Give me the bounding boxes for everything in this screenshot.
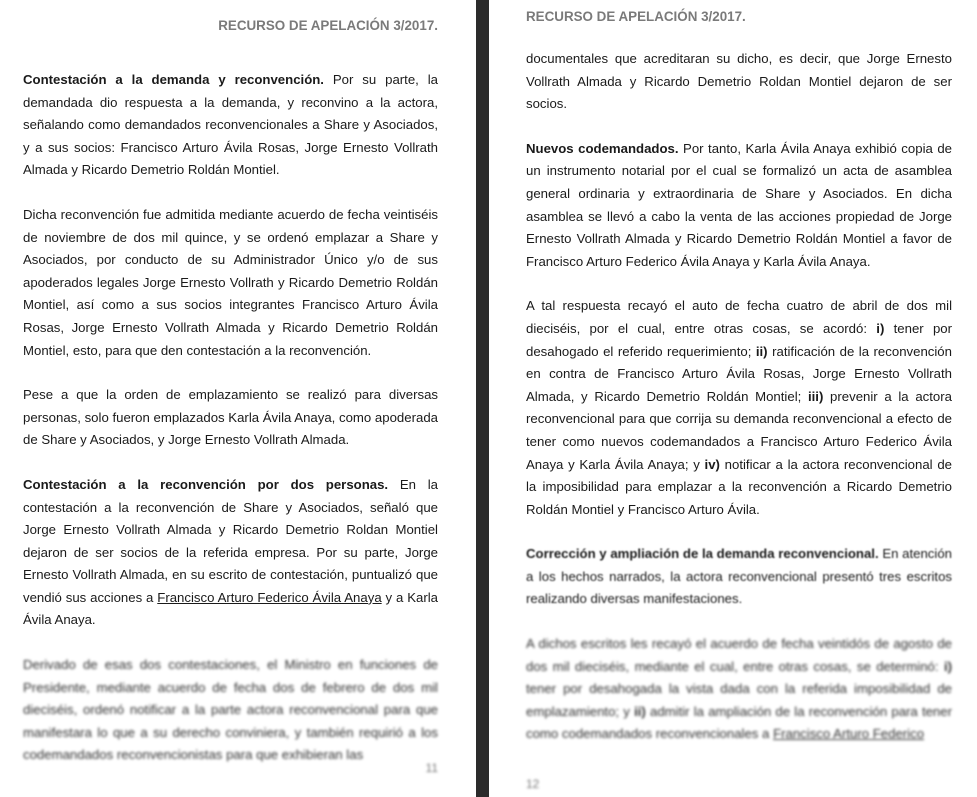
list-marker: i) xyxy=(943,658,952,674)
paragraph-emplazamiento: Pese a que la orden de emplazamiento se realizó para diversas personas, solo fueron emplazados Karla Ávila Anaya, como apoderada de Share y Asociados, y Jorge Ernesto Vollrath Almada. xyxy=(23,387,438,448)
paragraph-text: Por tanto, Karla Ávila Anaya exhibió copia de un instrumento notarial por el cual se formalizó un acta de asamblea general ordinaria y extraordinaria de Share y Asociados. En dicha asamblea se llevó a cabo la venta de las acciones propiedad de Jorge Ernesto Vollrath Almada y Ricardo Demetrio Roldán Montiel a favor de Francisco Arturo Federico Ávila Anaya y Karla Ávila Anaya. xyxy=(526,140,952,269)
list-marker: ii) xyxy=(634,703,646,719)
paragraph-contestacion xyxy=(23,69,438,182)
paragraph-text-end: y a Karla Ávila Anaya. xyxy=(23,589,438,628)
paragraph-documentales: documentales que acreditaran su dicho, es decir, que Jorge Ernesto Vollrath Almada y Ricardo Demetrio Roldan Montiel dejaron de ser socios. xyxy=(526,51,952,112)
text-segment: ratificación de la reconvención en contra de Francisco Arturo Ávila Rosas, Jorge Ernesto Vollrath Almada, y Ricardo Demetrio Roldán Montiel; xyxy=(526,343,952,404)
running-head: RECURSO DE APELACIÓN 3/2017. xyxy=(218,18,438,33)
list-marker: i) xyxy=(876,320,885,336)
text-segment: A tal respuesta recayó el auto de fecha cuatro de abril de dos mil dieciséis, por el cual, entre otras cosas, se acordó: xyxy=(526,298,952,336)
paragraph-reconvencion-admitida: Dicha reconvención fue admitida mediante acuerdo de fecha veintiséis de noviembre de dos mil quince, y se ordenó emplazar a Share y Asociados, por conducto de su Administrador Único y/o de sus apoderados legales Jorge Ernesto Vollrath y Ricardo Demetrio Roldán Montiel, así como a sus socios integrantes Francisco Arturo Ávila Rosas, Jorge Ernesto Vollrath Almada y Ricardo Demetrio Roldán Montiel, esto, para que den contestación a la reconvención. xyxy=(23,206,438,358)
list-marker: ii) xyxy=(755,343,768,359)
text-segment: admitir la ampliación de la reconvención para tener como codemandados reconvencionales a xyxy=(526,703,952,742)
text-segment: prevenir a la actora reconvencional para que corrija su demanda reconvencional a efecto de tener como nuevos codemandados a Francisco Arturo Federico Ávila Anaya y Karla Ávila Anaya; y xyxy=(526,388,952,472)
document-page-11 xyxy=(0,0,476,797)
paragraph-heading: Contestación a la demanda y reconvención. xyxy=(23,72,324,87)
underlined-name: Francisco Arturo Federico Ávila Anaya xyxy=(157,589,382,605)
page-number: 11 xyxy=(425,761,438,775)
paragraph-heading: Contestación a la reconvención por dos personas. xyxy=(23,476,389,492)
underlined-name: Francisco Arturo Federico xyxy=(773,726,925,742)
list-marker: iv) xyxy=(704,456,720,472)
paragraph-contestacion-dos-personas xyxy=(23,474,438,632)
paragraph-text: En atención a los hechos narrados, la actora reconvencional presentó tres escritos realizando diversas manifestaciones. xyxy=(526,546,952,607)
paragraph-acuerdo-agosto-blurred xyxy=(526,633,952,746)
paragraph-nuevos-codemandados xyxy=(526,138,952,274)
page-number: 12 xyxy=(526,777,540,791)
text-segment: tener por desahogado el referido requerimiento; xyxy=(526,320,953,359)
list-marker: iii) xyxy=(807,388,824,404)
paragraph-text: Por su parte, la demandada dio respuesta a la demanda, y reconvino a la actora, señalando como demandados reconvencionales a Share y Asociados, y a sus socios: Francisco Arturo Ávila Rosas, Jorge Ernesto Vollrath Almada y Ricardo Demetrio Roldán Montiel. xyxy=(23,72,438,178)
text-segment: notificar a la actora reconvencional de la imposibilidad para emplazar a la reconvención a Ricardo Demetrio Roldán Montiel y Francisco Arturo Ávila. xyxy=(526,456,952,517)
text-segment: A dichos escritos les recayó el acuerdo de fecha veintidós de agosto de dos mil dieciséis, mediante el cual, entre otras cosas, se determinó: xyxy=(526,636,952,674)
paragraph-text: En la contestación a la reconvención de Share y Asociados, señaló que Jorge Ernesto Vollrath Almada y Ricardo Demetrio Roldan Montiel dejaron de ser socios de la referida empresa. Por su parte, Jorge Ernesto Vollrath Almada, en su escrito de contestación, puntualizó que vendió sus acciones a xyxy=(23,476,438,605)
paragraph-correccion-ampliacion xyxy=(526,543,952,611)
paragraph-auto-cuatro-abril xyxy=(526,295,952,521)
text-segment: tener por desahogada la vista dada con la referida imposibilidad de emplazamiento; y xyxy=(526,681,952,719)
paragraph-heading: Corrección y ampliación de la demanda reconvencional. xyxy=(526,546,879,562)
paragraph-derivado-blurred: Derivado de esas dos contestaciones, el Ministro en funciones de Presidente, mediante acuerdo de fecha dos de febrero de dos mil dieciséis, ordenó notificar a la parte actora reconvencional para que manifestara lo que a su derecho conviniera, y también requirió a los codemandados reconvencionistas para que exhibieran las xyxy=(23,657,438,763)
paragraph-heading: Nuevos codemandados. xyxy=(526,140,679,156)
document-page-12 xyxy=(489,0,977,797)
running-head: RECURSO DE APELACIÓN 3/2017. xyxy=(526,9,746,24)
